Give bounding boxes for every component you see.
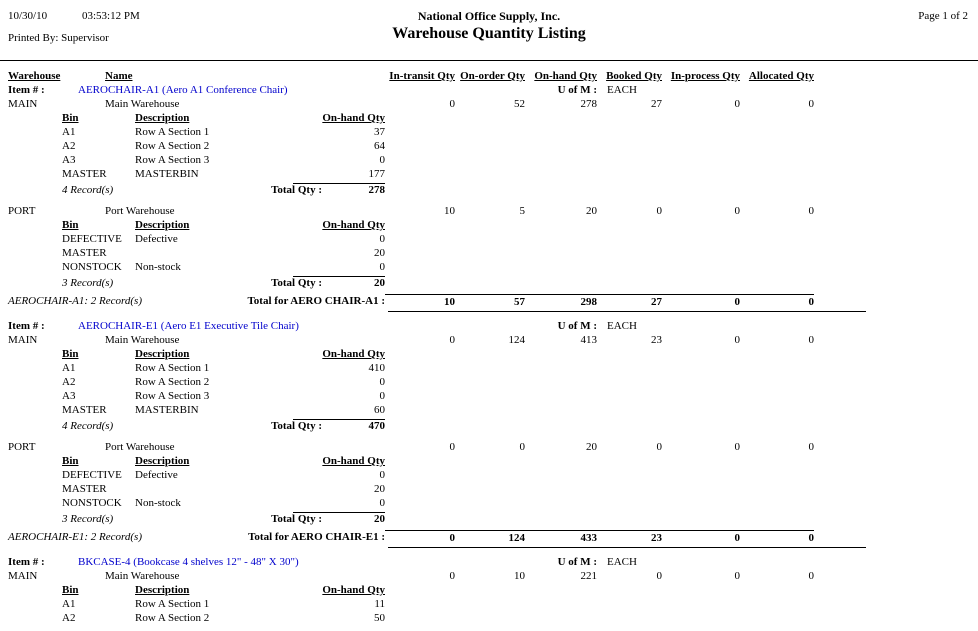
report-time: 03:53:12 PM: [82, 10, 140, 22]
onhand-column-header: On-hand Qty: [322, 348, 385, 360]
item-link[interactable]: AEROCHAIR-A1 (Aero A1 Conference Chair): [78, 84, 288, 96]
total-booked: 27: [597, 294, 662, 309]
bin-row: [0, 125, 978, 139]
in-transit-qty-value: 0: [449, 98, 455, 110]
total-allocated: 0: [740, 530, 814, 545]
bin-description: Defective: [135, 469, 178, 481]
warehouse-name: Main Warehouse: [105, 98, 180, 110]
column-header-on-hand: On-hand Qty: [534, 70, 597, 82]
on-hand-qty-value: 221: [580, 570, 597, 582]
total-qty-label: Total Qty :: [271, 277, 322, 289]
in-process-qty-value: 0: [734, 205, 740, 217]
bin-qty: 0: [379, 376, 385, 388]
bin-qty: 0: [379, 469, 385, 481]
item-number-label: Item # :: [8, 320, 45, 332]
bin-code: DEFECTIVE: [62, 469, 122, 481]
total-qty-value: 470: [368, 420, 385, 432]
page-indicator: Page 1 of 2: [918, 10, 968, 22]
bin-description: MASTERBIN: [135, 404, 199, 416]
uofm-label: U of M :: [557, 84, 597, 96]
bin-column-header: Bin: [62, 219, 79, 231]
bin-description: Row A Section 3: [135, 390, 210, 402]
in-transit-qty-value: 0: [449, 334, 455, 346]
total-qty-label: Total Qty :: [271, 184, 322, 196]
bin-total-row: [0, 512, 978, 526]
bin-description: Row A Section 3: [135, 154, 210, 166]
bin-column-header: Bin: [62, 348, 79, 360]
total-on-hand: 298: [525, 294, 597, 309]
total-on-hand: 433: [525, 530, 597, 545]
total-in-process: 0: [662, 294, 740, 309]
bin-qty: 50: [374, 612, 385, 624]
uofm-label: U of M :: [557, 320, 597, 332]
bin-row: [0, 389, 978, 403]
warehouse-code: PORT: [8, 441, 36, 453]
record-count: 3 Record(s): [62, 277, 114, 289]
item-link[interactable]: AEROCHAIR-E1 (Aero E1 Executive Tile Chair): [78, 320, 299, 332]
allocated-qty-value: 0: [808, 570, 814, 582]
total-on-order: 57: [455, 294, 525, 309]
bin-description: [135, 482, 290, 496]
report-title: Warehouse Quantity Listing: [392, 25, 586, 42]
bin-row: [0, 246, 978, 260]
allocated-qty-value: 0: [808, 98, 814, 110]
on-order-qty-value: 0: [519, 441, 525, 453]
bin-code: NONSTOCK: [62, 497, 122, 509]
bin-total-row: [0, 419, 978, 433]
allocated-qty-value: 0: [808, 441, 814, 453]
item-summary-row: [0, 530, 978, 545]
bin-row: [0, 153, 978, 167]
item-summary-label: AEROCHAIR-A1: 2 Record(s): [8, 295, 142, 307]
summary-divider: [388, 311, 866, 312]
bin-description: [135, 246, 290, 260]
item-summary-label: AEROCHAIR-E1: 2 Record(s): [8, 531, 142, 543]
bin-total-row: [0, 276, 978, 290]
bin-qty: 37: [374, 126, 385, 138]
bin-column-header: Bin: [62, 455, 79, 467]
item-summary-row: [0, 294, 978, 309]
onhand-column-header: On-hand Qty: [322, 455, 385, 467]
bin-column-header: Bin: [62, 112, 79, 124]
in-transit-qty-value: 0: [449, 570, 455, 582]
bin-code: A1: [62, 362, 76, 374]
item-total-label: Total for AERO CHAIR-A1 :: [247, 295, 385, 307]
total-on-order: 124: [455, 530, 525, 545]
bin-header-row: [0, 218, 978, 232]
bin-qty: 410: [368, 362, 385, 374]
bin-header-row: [0, 111, 978, 125]
warehouse-row: [0, 569, 978, 583]
warehouse-name: Port Warehouse: [105, 205, 175, 217]
bin-code: A2: [62, 612, 76, 624]
bin-row: [0, 611, 978, 625]
item-number-label: Item # :: [8, 556, 45, 568]
on-order-qty-value: 10: [514, 570, 525, 582]
bin-description: Defective: [135, 233, 178, 245]
description-column-header: Description: [135, 348, 190, 360]
uofm-value: EACH: [607, 84, 637, 96]
uofm-label: U of M :: [557, 556, 597, 568]
bin-header-row: [0, 454, 978, 468]
bin-column-header: Bin: [62, 584, 79, 596]
item-link[interactable]: BKCASE-4 (Bookcase 4 shelves 12" - 48" X 30"): [78, 556, 299, 568]
record-count: 4 Record(s): [62, 420, 114, 432]
warehouse-row: [0, 440, 978, 454]
uofm-value: EACH: [607, 320, 637, 332]
bin-qty: 177: [368, 168, 385, 180]
bin-code: A2: [62, 376, 76, 388]
item-header-row: [0, 555, 978, 569]
bin-header-row: [0, 347, 978, 361]
total-in-transit: 10: [385, 294, 455, 309]
bin-description: Non-stock: [135, 261, 181, 273]
column-header-in-transit: In-transit Qty: [389, 70, 455, 82]
in-process-qty-value: 0: [734, 441, 740, 453]
in-process-qty-value: 0: [734, 570, 740, 582]
warehouse-code: MAIN: [8, 98, 38, 110]
column-header-name: Name: [105, 70, 133, 82]
warehouse-code: MAIN: [8, 570, 38, 582]
bin-code: A1: [62, 598, 76, 610]
column-header-allocated: Allocated Qty: [748, 70, 814, 82]
bin-description: Row A Section 1: [135, 126, 210, 138]
warehouse-row: [0, 97, 978, 111]
total-in-transit: 0: [385, 530, 455, 545]
bin-code: MASTER: [62, 483, 107, 495]
total-qty-value: 278: [368, 184, 385, 196]
bin-row: [0, 482, 978, 496]
bin-code: A1: [62, 126, 76, 138]
booked-qty-value: 27: [651, 98, 662, 110]
onhand-column-header: On-hand Qty: [322, 112, 385, 124]
warehouse-row: [0, 204, 978, 218]
bin-qty: 20: [374, 247, 385, 259]
description-column-header: Description: [135, 219, 190, 231]
item-header-row: [0, 83, 978, 97]
in-process-qty-value: 0: [734, 98, 740, 110]
booked-qty-value: 0: [656, 205, 662, 217]
bin-row: [0, 260, 978, 274]
bin-row: [0, 403, 978, 417]
warehouse-name: Port Warehouse: [105, 441, 175, 453]
warehouse-row: [0, 333, 978, 347]
bin-qty: 0: [379, 390, 385, 402]
bin-row: [0, 597, 978, 611]
total-allocated: 0: [740, 294, 814, 309]
total-qty-label: Total Qty :: [271, 513, 322, 525]
bin-description: MASTERBIN: [135, 168, 199, 180]
bin-row: [0, 167, 978, 181]
uofm-value: EACH: [607, 556, 637, 568]
total-qty-value: 20: [374, 513, 385, 525]
column-header-warehouse: Warehouse: [8, 70, 61, 82]
item-header-row: [0, 319, 978, 333]
booked-qty-value: 23: [651, 334, 662, 346]
on-hand-qty-value: 20: [586, 441, 597, 453]
bin-qty: 0: [379, 261, 385, 273]
description-column-header: Description: [135, 584, 190, 596]
bin-row: [0, 232, 978, 246]
printed-by: Printed By: Supervisor: [8, 32, 109, 44]
bin-code: A3: [62, 154, 76, 166]
in-transit-qty-value: 10: [444, 205, 455, 217]
summary-divider: [388, 547, 866, 548]
bin-description: Non-stock: [135, 497, 181, 509]
bin-row: [0, 361, 978, 375]
column-header-row: [0, 69, 978, 83]
on-order-qty-value: 52: [514, 98, 525, 110]
booked-qty-value: 0: [656, 570, 662, 582]
bin-description: Row A Section 1: [135, 598, 210, 610]
booked-qty-value: 0: [656, 441, 662, 453]
in-transit-qty-value: 0: [449, 441, 455, 453]
total-booked: 23: [597, 530, 662, 545]
bin-code: NONSTOCK: [62, 261, 122, 273]
bin-qty: 0: [379, 497, 385, 509]
record-count: 4 Record(s): [62, 184, 114, 196]
allocated-qty-value: 0: [808, 205, 814, 217]
on-hand-qty-value: 20: [586, 205, 597, 217]
record-count: 3 Record(s): [62, 513, 114, 525]
on-order-qty-value: 5: [519, 205, 525, 217]
report-date: 10/30/10: [8, 10, 48, 22]
warehouse-code: PORT: [8, 205, 36, 217]
bin-description: Row A Section 2: [135, 140, 210, 152]
column-header-in-process: In-process Qty: [670, 70, 740, 82]
item-total-label: Total for AERO CHAIR-E1 :: [248, 531, 385, 543]
warehouse-name: Main Warehouse: [105, 334, 180, 346]
total-qty-label: Total Qty :: [271, 420, 322, 432]
onhand-column-header: On-hand Qty: [322, 584, 385, 596]
on-order-qty-value: 124: [508, 334, 525, 346]
bin-qty: 0: [379, 233, 385, 245]
bin-code: A3: [62, 390, 76, 402]
total-qty-value: 20: [374, 277, 385, 289]
bin-header-row: [0, 583, 978, 597]
company-name: National Office Supply, Inc.: [417, 9, 561, 23]
bin-row: [0, 139, 978, 153]
in-process-qty-value: 0: [734, 334, 740, 346]
description-column-header: Description: [135, 112, 190, 124]
bin-code: MASTER: [62, 404, 107, 416]
bin-description: Row A Section 2: [135, 612, 210, 624]
on-hand-qty-value: 413: [580, 334, 597, 346]
bin-description: Row A Section 1: [135, 362, 210, 374]
allocated-qty-value: 0: [808, 334, 814, 346]
bin-code: MASTER: [62, 168, 107, 180]
column-header-on-order: On-order Qty: [460, 70, 525, 82]
item-number-label: Item # :: [8, 84, 45, 96]
bin-total-row: [0, 183, 978, 197]
warehouse-name: Main Warehouse: [105, 570, 180, 582]
bin-qty: 64: [374, 140, 385, 152]
bin-row: [0, 375, 978, 389]
on-hand-qty-value: 278: [580, 98, 597, 110]
bin-row: [0, 468, 978, 482]
bin-code: A2: [62, 140, 76, 152]
bin-qty: 0: [379, 154, 385, 166]
bin-code: DEFECTIVE: [62, 233, 122, 245]
bin-code: MASTER: [62, 247, 107, 259]
description-column-header: Description: [135, 455, 190, 467]
bin-description: Row A Section 2: [135, 376, 210, 388]
column-header-booked: Booked Qty: [606, 70, 662, 82]
total-in-process: 0: [662, 530, 740, 545]
warehouse-code: MAIN: [8, 334, 38, 346]
bin-qty: 60: [374, 404, 385, 416]
onhand-column-header: On-hand Qty: [322, 219, 385, 231]
bin-row: [0, 496, 978, 510]
bin-qty: 20: [374, 483, 385, 495]
report-header: [0, 0, 978, 61]
bin-qty: 11: [374, 598, 385, 610]
